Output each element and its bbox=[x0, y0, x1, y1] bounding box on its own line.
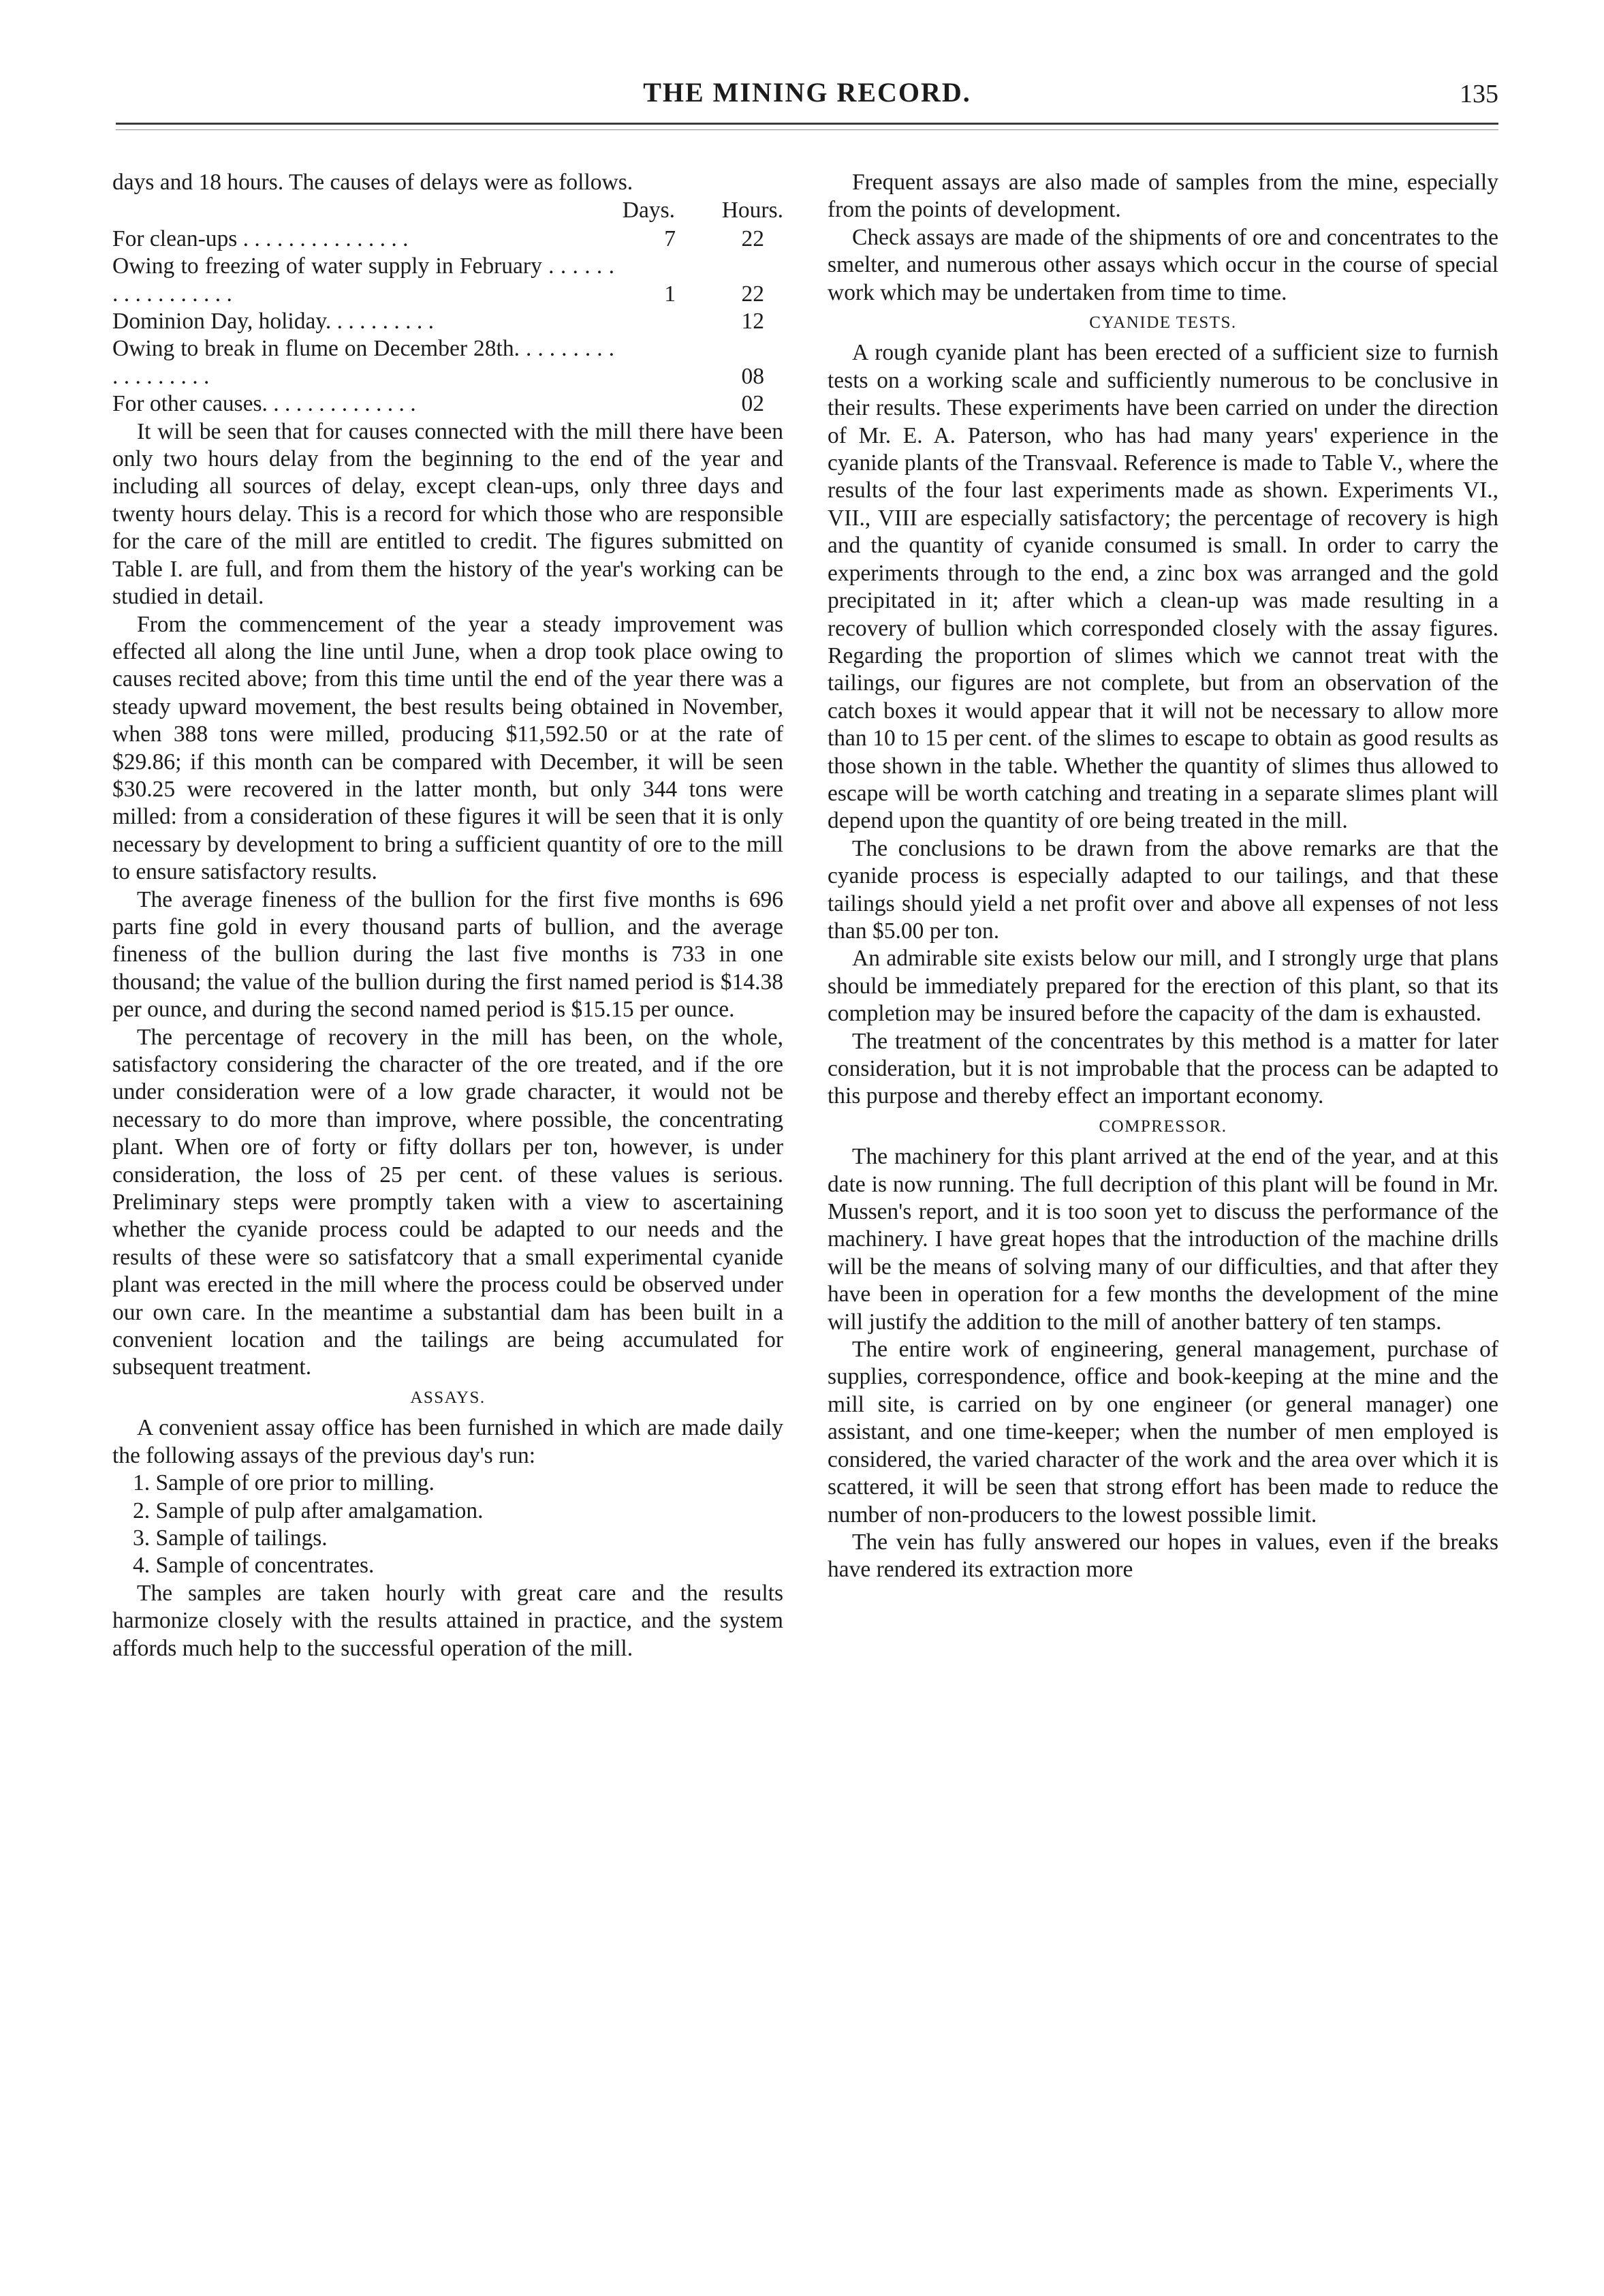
row-label: Owing to freezing of water supply in February . . . . . . . . . . . . . . . . . bbox=[112, 253, 614, 307]
table-row bbox=[112, 226, 783, 253]
paragraph: An admirable site exists below our mill, and I strongly urge that plans should be immediately prepared for the erection of this plant, so that its completion may be insured before the capacity of the dam is exhausted. bbox=[828, 946, 1498, 1027]
table-row bbox=[112, 308, 783, 335]
paragraph: The machinery for this plant arrived at the end of the year, and at this date is now running. The full decription of this plant will be found in Mr. Mussen's report, and it is too soon yet to discuss the performance of the machinery. I have great hopes that the introduction of the machine drills will be the means of solving many of our difficulties, and that after they have been in operation for a few months the development of the mine will justify the addition to the mill of another battery of ten stamps. bbox=[828, 1144, 1498, 1335]
paragraph: The average fineness of the bullion for the first five months is 696 parts fine gold in every thousand parts of bullion, and the average fineness of the bullion during the last five months is 733 in one thousand; the value of the bullion during the first named period is $14.38 per ounce, and during the second named period is $15.15 per ounce. bbox=[112, 886, 783, 1023]
row-hours: 08 bbox=[741, 363, 764, 389]
list-item: 1. Sample of ore prior to milling. bbox=[133, 1470, 435, 1496]
assays-heading: ASSAYS. bbox=[410, 1388, 486, 1407]
intro-paragraph: days and 18 hours. The causes of delays were as follows. bbox=[112, 170, 633, 195]
paragraph: The entire work of engineering, general management, purchase of supplies, correspondence, office and book-keeping at the mine and the mill site, is carried on by one engineer (or general manager) one assistant, and one time-keeper; when the number of men employed is considered, the varied character of the work and the area over which it is scattered, it will be seen that strong effort has been made to reduce the number of non-producers to the lowest possible limit. bbox=[828, 1337, 1498, 1527]
paragraph: It will be seen that for causes connected with the mill there have been only two hours delay from the beginning to the end of the year and including all sources of delay, except clean-ups, only three days and twenty hours delay. This is a record for which those who are responsible for the care of the mill are entitled to credit. The figures submitted on Table I. are full, and from them the history of the year's working can be studied in detail. bbox=[112, 418, 783, 610]
list-item: 2. Sample of pulp after amalgamation. bbox=[133, 1498, 484, 1523]
paragraph: The samples are taken hourly with great care and the results harmonize closely with the results attained in practice, and the system affords much help to the successful operation of the mill. bbox=[112, 1580, 783, 1661]
paragraph: The treatment of the concentrates by this method is a matter for later consideration, but it is not improbable that the process can be adapted to this purpose and thereby effect an important economy. bbox=[828, 1028, 1498, 1109]
paragraph: The vein has fully answered our hopes in values, even if the breaks have rendered its extraction more bbox=[828, 1529, 1498, 1583]
row-days bbox=[614, 390, 676, 418]
header-rule-thin bbox=[116, 129, 1498, 130]
journal-title: THE MINING RECORD. bbox=[643, 77, 971, 108]
paragraph: The percentage of recovery in the mill has been, on the whole, satisfactory considering the character of the ore treated, and if the ore under consideration were of a low grade character, it would not be necessary to do more than improve, where possible, the concentrating plant. When ore of forty or fifty dollars per ton, however, is under consideration, the loss of 25 per cent. of these values is serious. Preliminary steps were promptly taken with a view to ascertaining whether the cyanide process could be adapted to our needs and the results of these were so satisfatcory that a small experimental cyanide plant was erected in the mill where the process could be observed under our own care. In the meantime a substantial dam has been built in a convenient location and the tailings are being accumulated for subsequent treatment. bbox=[112, 1024, 783, 1380]
paragraph: Frequent assays are also made of samples from the mine, especially from the points of development. bbox=[828, 170, 1498, 223]
compressor-heading: COMPRESSOR. bbox=[1099, 1117, 1227, 1136]
row-hours: 02 bbox=[741, 391, 764, 417]
table-row bbox=[112, 335, 783, 390]
paragraph: Check assays are made of the shipments of ore and concentrates to the smelter, and numerous other assays which occur in the course of special work which may be undertaken from time to time. bbox=[828, 224, 1498, 305]
paragraph: From the commencement of the year a steady improvement was effected all along the line until June, when a drop took place owing to causes recited above; from this time until the end of the year there was a steady upward movement, the best results being obtained in November, when 388 tons were milled, producing $11,592.50 or at the rate of $29.86; if this month can be compared with December, it will be seen $30.25 were recovered in the latter month, but only 344 tons were milled: from a consideration of these figures it will be seen that it is only necessary by development to bring a sufficient quantity of ore to the mill to ensure satisfactory results. bbox=[112, 611, 783, 885]
col-hours-header: Hours. bbox=[721, 198, 783, 223]
delays-table bbox=[112, 196, 783, 418]
row-days: 7 bbox=[664, 226, 676, 251]
row-hours: 12 bbox=[741, 309, 764, 335]
paragraph: The conclusions to be drawn from the above remarks are that the cyanide process is especially adapted to our tailings, and that these tailings should yield a net profit over and above all expenses of not less than $5.00 per ton. bbox=[828, 835, 1498, 944]
row-label: Dominion Day, holiday. . . . . . . . . . bbox=[112, 309, 435, 335]
right-column bbox=[828, 169, 1498, 1584]
row-hours: 22 bbox=[741, 226, 764, 251]
page-number: 135 bbox=[1460, 80, 1498, 108]
assay-list bbox=[112, 1470, 783, 1580]
header-rule bbox=[116, 123, 1498, 125]
cyanide-tests-heading: CYANIDE TESTS. bbox=[1089, 313, 1237, 332]
row-days: 1 bbox=[664, 281, 676, 307]
list-item: 4. Sample of concentrates. bbox=[133, 1553, 375, 1579]
row-label: Owing to break in flume on December 28th. . . . . . . . . . . . . . . . . . bbox=[112, 336, 614, 389]
list-item: 3. Sample of tailings. bbox=[133, 1525, 328, 1551]
row-label: For clean-ups . . . . . . . . . . . . . . . bbox=[112, 226, 409, 251]
left-column bbox=[112, 169, 783, 1662]
col-days-header: Days. bbox=[622, 198, 675, 223]
row-label: For other causes. . . . . . . . . . . . . . bbox=[112, 391, 416, 417]
running-header bbox=[116, 76, 1498, 124]
table-row bbox=[112, 390, 783, 418]
row-days bbox=[614, 335, 676, 390]
delays-table-header bbox=[112, 196, 783, 225]
paragraph: A convenient assay office has been furnished in which are made daily the following assays of the previous day's run: bbox=[112, 1415, 783, 1468]
row-hours: 22 bbox=[741, 281, 764, 307]
paragraph: A rough cyanide plant has been erected of a sufficient size to furnish tests on a working scale and sufficiently numerous to be conclusive in their results. These experiments have been carried on under the direction of Mr. E. A. Paterson, who has had many years' experience in the cyanide plants of the Transvaal. Reference is made to Table V., where the results of the four last experiments made as shown. Experiments VI., VII., VIII are especially satisfactory; the percentage of recovery is high and the quantity of cyanide consumed is small. In order to carry the experiments through to the end, a zinc box was arranged and the gold precipitated in it; after which a clean-up was made resulting in a recovery of bullion which corresponded closely with the assay figures. Regarding the proportion of slimes which we cannot treat with the tailings, our figures are not complete, but from an observation of the catch boxes it would appear that it will not be necessary to allow more than 10 to 15 per cent. of the slimes to escape to obtain as good results as those shown in the table. Whether the quantity of slimes thus allowed to escape will be worth catching and treating in a separate slimes plant will depend upon the quantity of ore being treated in the mill. bbox=[828, 340, 1498, 834]
row-days bbox=[614, 308, 676, 335]
table-row bbox=[112, 253, 783, 308]
